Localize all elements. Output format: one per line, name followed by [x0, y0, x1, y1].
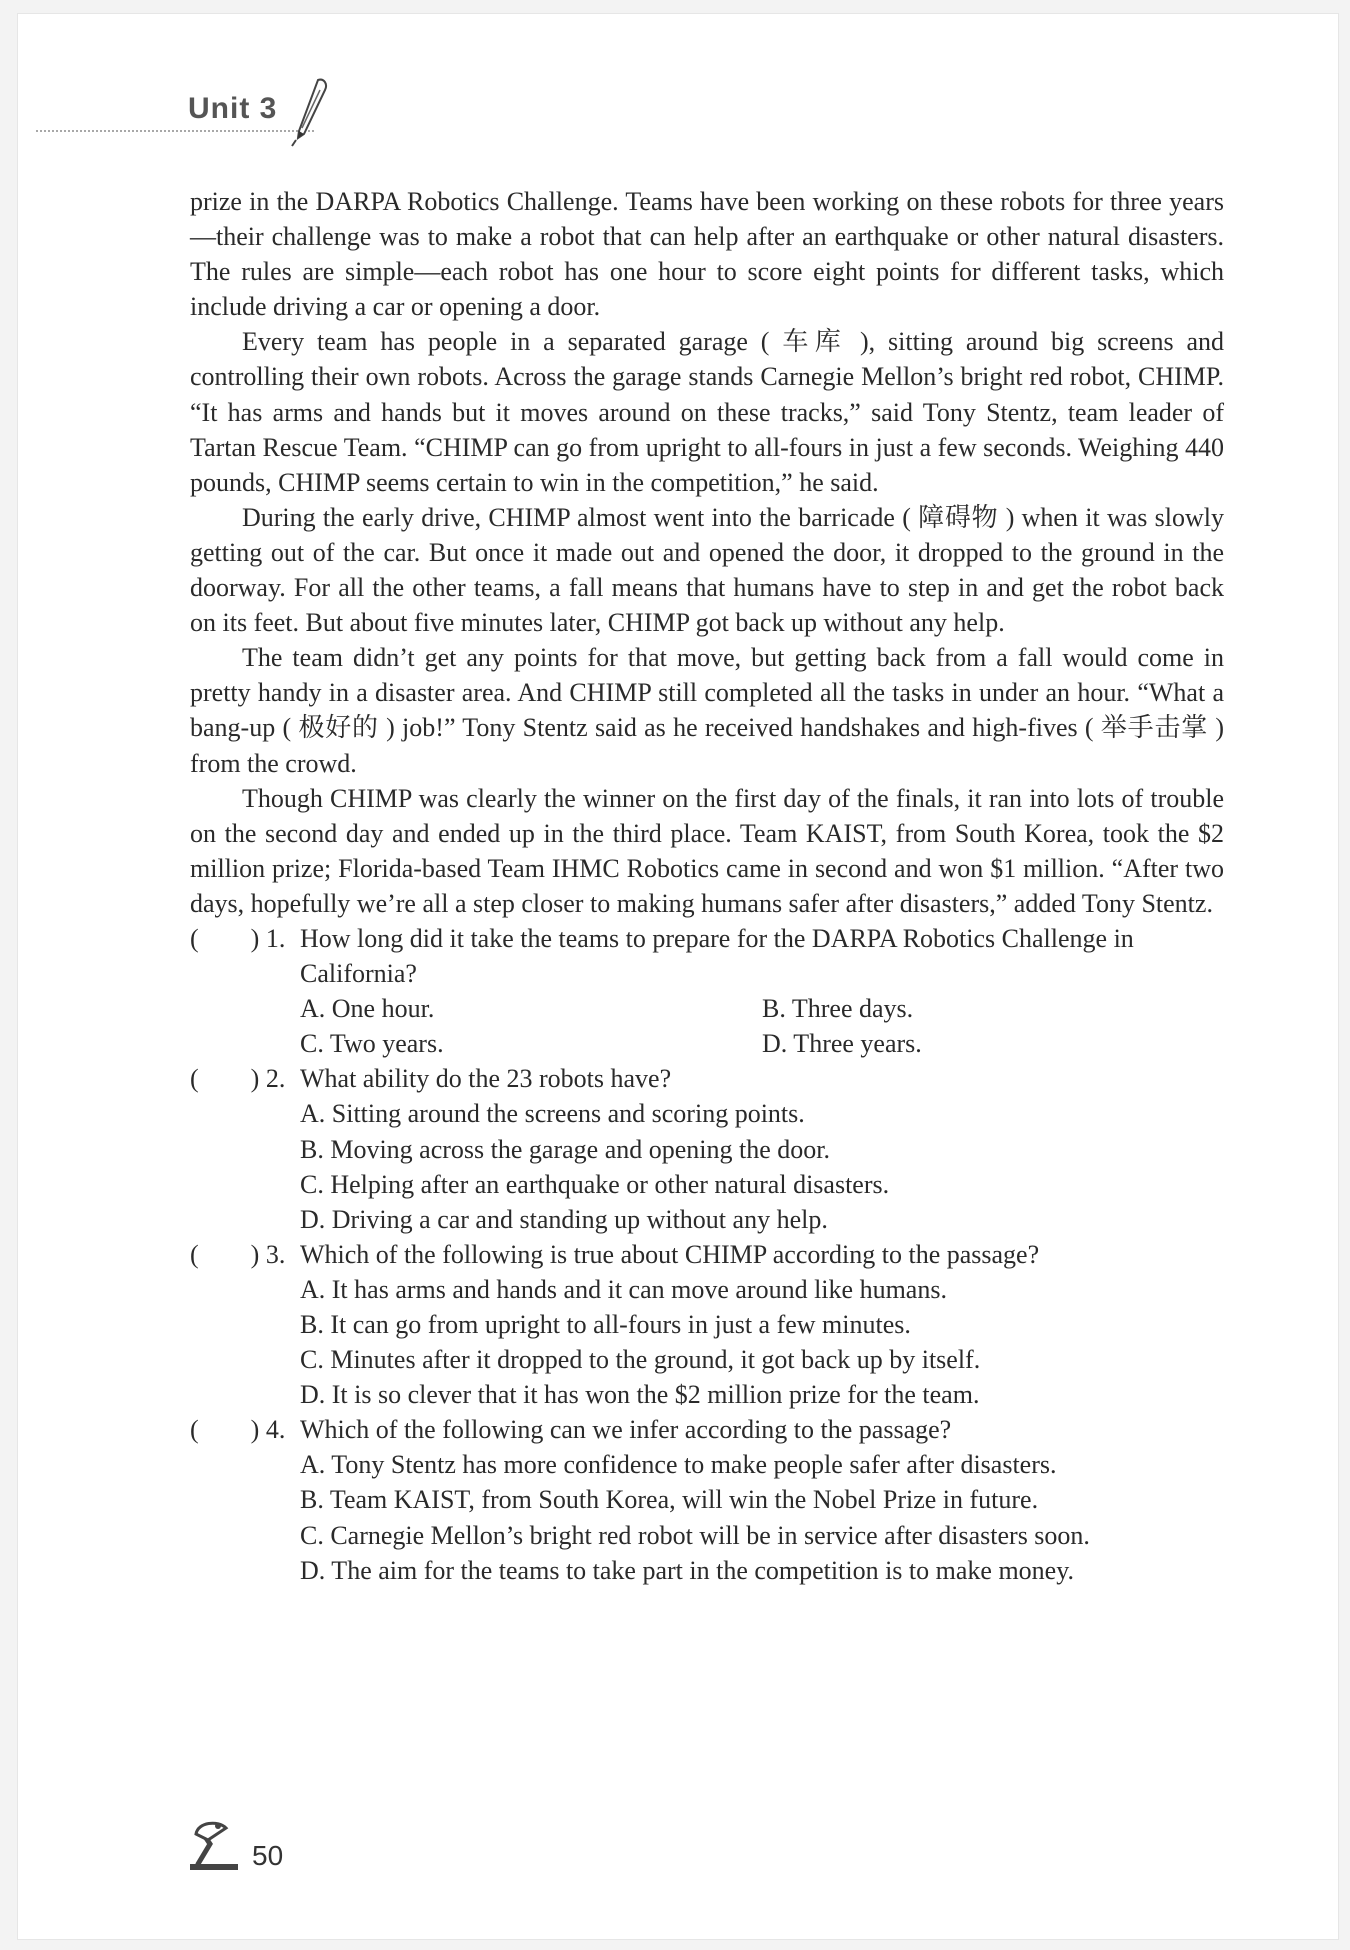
answer-blank[interactable]: ( ) 1.: [190, 923, 286, 953]
passage-paragraph: Though CHIMP was clearly the winner on the first day of the finals, it ran into lots of trouble on the second day and ended up in the third place. Team KAIST, from South Korea, took the $2 million prize; Florida-based Team IHMC Robotics came in second and won $1 million. “After two days, hopefully we’re all a step closer to making humans safer after disasters,” added Tony Stentz.: [190, 783, 1224, 918]
question-stem: How long did it take the teams to prepare for the DARPA Robotics Challenge in California?: [300, 923, 1134, 989]
question-item: [190, 921, 1224, 1061]
question-item: [190, 1061, 1224, 1236]
question-item: [190, 1237, 1224, 1412]
question-item: [190, 1412, 1224, 1587]
passage-paragraph: During the early drive, CHIMP almost went into the barricade ( 障碍物 ) when it was slowly getting out of the car. But once it made out and opened the door, it dropped to the ground in the doorway. For all the other teams, a fall means that humans have to step in and get the robot back on its feet. But about five minutes later, CHIMP got back up without any help.: [190, 502, 1224, 638]
desk-lamp-icon: [188, 1820, 248, 1872]
question-stem: Which of the following is true about CHIMP according to the passage?: [300, 1239, 1040, 1269]
question-stem: What ability do the 23 robots have?: [300, 1064, 672, 1094]
answer-option[interactable]: A. One hour.: [300, 994, 435, 1024]
pen-icon: [290, 76, 330, 148]
header-divider: [36, 130, 314, 132]
answer-option[interactable]: B. Team KAIST, from South Korea, will win the Nobel Prize in future.: [300, 1485, 1039, 1515]
passage-paragraph: The team didn’t get any points for that move, but getting back from a fall would come in pretty handy in a disaster area. And CHIMP still completed all the tasks in under an hour. “What a bang-up ( 极好的 ) job!” Tony Stentz said as he received handshakes and high-fives ( 举手击掌 ) from the crowd.: [190, 643, 1224, 778]
answer-option[interactable]: C. Minutes after it dropped to the ground, it got back up by itself.: [300, 1345, 981, 1375]
answer-option[interactable]: D. Three years.: [762, 1029, 922, 1059]
page-number: 50: [252, 1840, 284, 1871]
answer-option[interactable]: D. Driving a car and standing up without any help.: [300, 1204, 828, 1234]
answer-options: [190, 1447, 1224, 1587]
answer-option[interactable]: A. Sitting around the screens and scoring points.: [300, 1099, 805, 1129]
answer-option[interactable]: C. Helping after an earthquake or other natural disasters.: [300, 1169, 890, 1199]
answer-option[interactable]: A. Tony Stentz has more confidence to make people safer after disasters.: [300, 1450, 1057, 1480]
answer-option[interactable]: C. Two years.: [300, 1029, 444, 1059]
answer-blank[interactable]: ( ) 3.: [190, 1239, 286, 1269]
passage-paragraph: Every team has people in a separated garage ( 车库 ), sitting around big screens and controlling their own robots. Across the garage stands Carnegie Mellon’s bright red robot, CHIMP. “It has arms and hands but it moves around on these tracks,” said Tony Stentz, team leader of Tartan Rescue Team. “CHIMP can go from upright to all-fours in just a few seconds. Weighing 440 pounds, CHIMP seems certain to win in the competition,” he said.: [190, 327, 1224, 497]
passage-paragraph: prize in the DARPA Robotics Challenge. Teams have been working on these robots for three years—their challenge was to make a robot that can help after an earthquake or other natural disasters. The rules are simple—each robot has one hour to score eight points for different tasks, which include driving a car or opening a door.: [190, 187, 1224, 322]
workbook-page: [18, 14, 1338, 1939]
reading-passage: [190, 184, 1224, 1588]
answer-option[interactable]: A. It has arms and hands and it can move around like humans.: [300, 1274, 947, 1304]
answer-blank[interactable]: ( ) 4.: [190, 1415, 286, 1445]
answer-option[interactable]: B. It can go from upright to all-fours in just a few minutes.: [300, 1310, 911, 1339]
answer-blank[interactable]: ( ) 2.: [190, 1064, 286, 1094]
question-stem: Which of the following can we infer according to the passage?: [300, 1415, 952, 1445]
answer-option[interactable]: D. It is so clever that it has won the $2 million prize for the team.: [300, 1380, 980, 1410]
answer-option[interactable]: D. The aim for the teams to take part in the competition is to make money.: [300, 1555, 1075, 1585]
answer-options: [190, 1272, 1224, 1412]
answer-option[interactable]: B. Moving across the garage and opening the door.: [300, 1134, 830, 1164]
answer-options: [190, 1096, 1224, 1236]
answer-option[interactable]: C. Carnegie Mellon’s bright red robot will be in service after disasters soon.: [300, 1520, 1090, 1550]
unit-heading: Unit 3: [188, 92, 278, 125]
answer-option[interactable]: B. Three days.: [762, 994, 914, 1024]
answer-options: [190, 991, 1224, 1061]
